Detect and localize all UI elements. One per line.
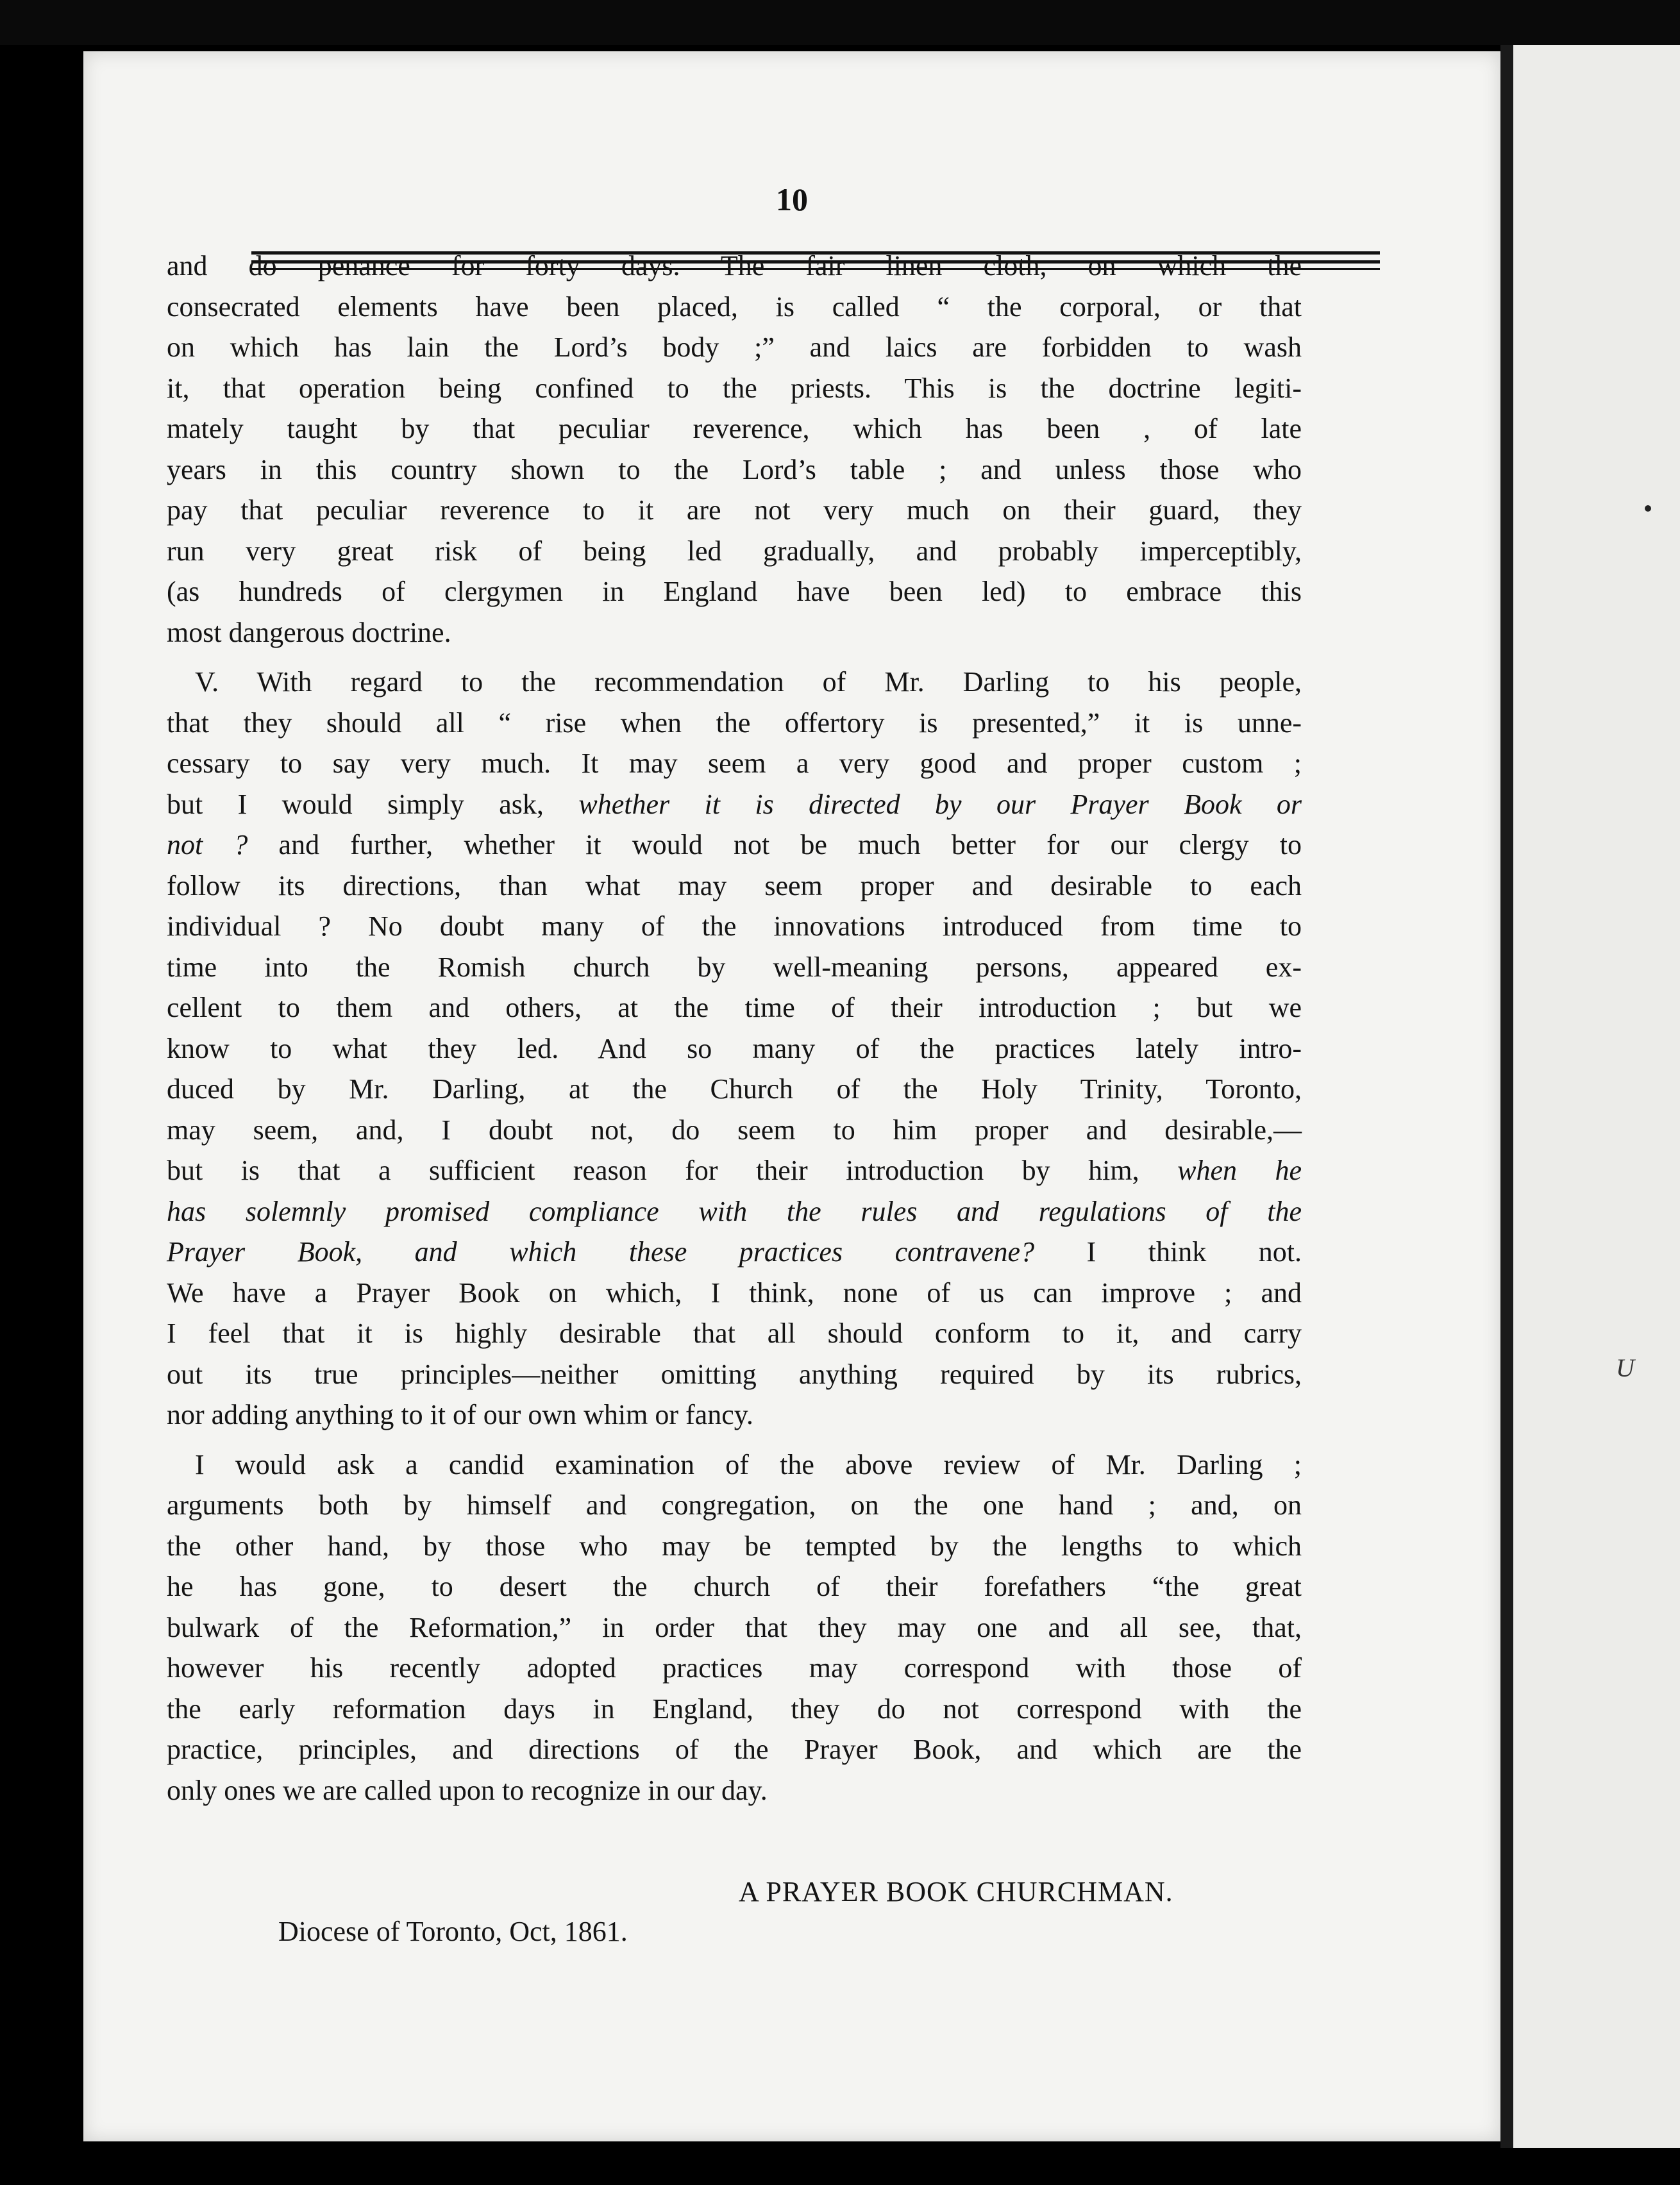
text-line	[167, 1150, 1302, 1191]
paragraph-2	[167, 662, 1302, 1436]
text-line: I would ask a candid examination of the above review of Mr. Darling ;	[195, 1448, 1302, 1480]
text-line: and do penance for forty days. The fair linen cloth, on which the	[167, 250, 1302, 281]
italic-run: whether it is directed by our Prayer Book or	[578, 788, 1302, 820]
italic-run: Prayer Book, and which these practices contravene?	[167, 1236, 1035, 1268]
body-text	[167, 246, 1302, 1811]
text-line: most dangerous doctrine.	[167, 616, 451, 648]
text-line: follow its directions, than what may seem proper and desirable to each	[167, 869, 1302, 901]
text-line	[167, 1191, 1302, 1232]
text-line: however his recently adopted practices may correspond with those of	[167, 1652, 1302, 1684]
italic-run: not ?	[167, 829, 248, 860]
text-line	[167, 825, 1302, 866]
text-run: but I would simply ask,	[167, 788, 579, 820]
paragraph-1	[167, 246, 1302, 653]
margin-mark: U	[1616, 1353, 1634, 1382]
ink-speck	[1645, 505, 1651, 512]
text-line	[167, 1232, 1302, 1273]
text-line: practice, principles, and directions of the Prayer Book, and which are the	[167, 1734, 1302, 1765]
text-line: may seem, and, I doubt not, do seem to him proper and desirable,—	[167, 1114, 1302, 1146]
text-line: mately taught by that peculiar reverence, which has been , of late	[167, 413, 1302, 444]
text-line: that they should all “ rise when the offertory is presented,” it is unne-	[167, 707, 1302, 739]
text-line: V. With regard to the recommendation of Mr. Darling to his people,	[195, 666, 1302, 698]
text-run: but is that a sufficient reason for their introduction by him,	[167, 1155, 1178, 1186]
paragraph-3	[167, 1444, 1302, 1811]
text-line: out its true principles—neither omitting anything required by its rubrics,	[167, 1358, 1302, 1390]
text-line: cellent to them and others, at the time of their introduction ; but we	[167, 992, 1302, 1023]
text-line: nor adding anything to it of our own whim or fancy.	[167, 1399, 753, 1430]
text-line: arguments both by himself and congregation, on the one hand ; and, on	[167, 1489, 1302, 1521]
text-line: individual ? No doubt many of the innovations introduced from time to	[167, 910, 1302, 942]
text-line: bulwark of the Reformation,” in order that they may one and all see, that,	[167, 1611, 1302, 1643]
text-line: he has gone, to desert the church of their forefathers “the great	[167, 1571, 1302, 1602]
text-line: only ones we are called upon to recognize in our day.	[167, 1774, 768, 1806]
text-line: time into the Romish church by well-meaning persons, appeared ex-	[167, 951, 1302, 983]
text-line: pay that peculiar reverence to it are not very much on their guard, they	[167, 494, 1302, 526]
dateline: Diocese of Toronto, Oct, 1861.	[278, 1916, 628, 1947]
adjacent-page	[1513, 45, 1680, 2148]
text-line: duced by Mr. Darling, at the Church of the Holy Trinity, Toronto,	[167, 1073, 1302, 1105]
text-line: the other hand, by those who may be tempted by the lengths to which	[167, 1530, 1302, 1562]
italic-run: has solemnly promised compliance with the rules and regulations of the	[167, 1195, 1302, 1227]
text-line: years in this country shown to the Lord’s table ; and unless those who	[167, 453, 1302, 485]
text-line: I feel that it is highly desirable that all should conform to it, and carry	[167, 1318, 1302, 1349]
page-gutter-shadow	[1500, 45, 1513, 2148]
text-line: consecrated elements have been placed, is called “ the corporal, or that	[167, 290, 1302, 322]
scan-background	[0, 0, 1680, 45]
text-run: and further, whether it would not be much better for our clergy to	[248, 829, 1302, 860]
text-line: run very great risk of being led gradually, and probably imperceptibly,	[167, 535, 1302, 567]
text-line: the early reformation days in England, they do not correspond with the	[167, 1693, 1302, 1725]
page-number: 10	[776, 181, 808, 217]
text-line	[167, 784, 1302, 825]
text-line: it, that operation being confined to the priests. This is the doctrine legiti-	[167, 372, 1302, 404]
text-line: on which has lain the Lord’s body ;” and laics are forbidden to wash	[167, 331, 1302, 363]
text-line: We have a Prayer Book on which, I think, none of us can improve ; and	[167, 1277, 1302, 1309]
text-line: cessary to say very much. It may seem a very good and proper custom ;	[167, 748, 1302, 779]
signature: A PRAYER BOOK CHURCHMAN.	[739, 1876, 1173, 1907]
text-run: I think not.	[1034, 1236, 1302, 1268]
text-line: (as hundreds of clergymen in England have been led) to embrace this	[167, 576, 1302, 607]
italic-run: when he	[1177, 1155, 1302, 1186]
text-line: know to what they led. And so many of the practices lately intro-	[167, 1032, 1302, 1064]
